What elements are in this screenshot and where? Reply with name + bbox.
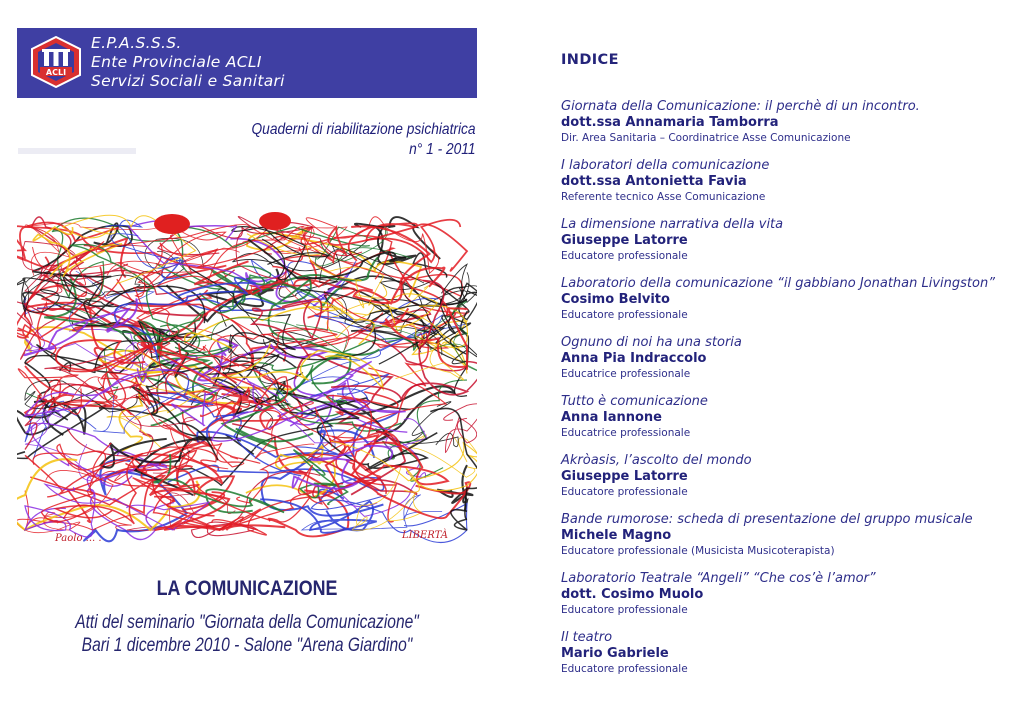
entry-author: Giuseppe Latorre bbox=[561, 233, 688, 248]
banner-line-1: E.P.A.S.S.S. bbox=[91, 34, 182, 52]
toc-entry bbox=[561, 276, 1011, 335]
cover-artwork bbox=[17, 205, 477, 553]
entry-author: Cosimo Belvito bbox=[561, 292, 670, 307]
toc-entries bbox=[561, 99, 1011, 689]
issue-number: n° 1 - 2011 bbox=[409, 141, 476, 158]
entry-author: Mario Gabriele bbox=[561, 646, 669, 661]
entry-role: Educatrice professionale bbox=[561, 427, 691, 439]
toc-entry bbox=[561, 158, 1011, 217]
banner-line-3: Servizi Sociali e Sanitari bbox=[91, 72, 285, 90]
entry-title: La dimensione narrativa della vita bbox=[561, 217, 784, 232]
subtitle-line-2: Bari 1 dicembre 2010 - Salone "Arena Giardino" bbox=[81, 635, 413, 656]
entry-title: Laboratorio Teatrale “Angeli” “Che cos’è l’amor” bbox=[561, 571, 876, 586]
banner-line-2: Ente Provinciale ACLI bbox=[91, 53, 262, 71]
entry-role: Educatore professionale bbox=[561, 486, 688, 498]
decorative-strip bbox=[18, 148, 136, 154]
red-blob bbox=[154, 214, 190, 234]
entry-role: Referente tecnico Asse Comunicazione bbox=[561, 191, 766, 203]
entry-author: Michele Magno bbox=[561, 528, 672, 543]
table-of-contents bbox=[561, 52, 1011, 689]
toc-entry bbox=[561, 394, 1011, 453]
toc-entry bbox=[561, 99, 1011, 158]
entry-title: Il teatro bbox=[561, 630, 613, 645]
series-name: Quaderni di riabilitazione psichiatrica bbox=[251, 121, 476, 138]
toc-entry bbox=[561, 335, 1011, 394]
entry-title: Giornata della Comunicazione: il perchè di un incontro. bbox=[561, 99, 920, 114]
cover-subtitle bbox=[58, 611, 435, 657]
entry-role: Educatore professionale (Musicista Musicoterapista) bbox=[561, 545, 835, 557]
entry-role: Dir. Area Sanitaria – Coordinatrice Asse Comunicazione bbox=[561, 132, 851, 144]
entry-title: Ognuno di noi ha una storia bbox=[561, 335, 742, 350]
subtitle-line-1: Atti del seminario "Giornata della Comunicazione" bbox=[75, 612, 419, 633]
entry-title: I laboratori della comunicazione bbox=[561, 158, 770, 173]
toc-entry bbox=[561, 630, 1011, 689]
entry-role: Educatore professionale bbox=[561, 604, 688, 616]
entry-title: Akròasis, l’ascolto del mondo bbox=[561, 453, 752, 468]
entry-author: dott.ssa Annamaria Tamborra bbox=[561, 115, 779, 130]
entry-role: Educatrice professionale bbox=[561, 368, 691, 380]
acli-logo-icon bbox=[30, 36, 82, 88]
entry-title: Tutto è comunicazione bbox=[561, 394, 708, 409]
index-heading: INDICE bbox=[561, 52, 619, 68]
entry-title: Bande rumorose: scheda di presentazione del gruppo musicale bbox=[561, 512, 973, 527]
red-blob bbox=[259, 212, 291, 230]
cover-title: LA COMUNICAZIONE bbox=[156, 577, 338, 600]
entry-role: Educatore professionale bbox=[561, 663, 688, 675]
header-banner bbox=[17, 28, 477, 98]
artwork-signature: LIBERTÀ bbox=[402, 530, 448, 541]
entry-author: dott. Cosimo Muolo bbox=[561, 587, 704, 602]
entry-author: Giuseppe Latorre bbox=[561, 469, 688, 484]
toc-entry bbox=[561, 512, 1011, 571]
toc-entry bbox=[561, 571, 1011, 630]
entry-author: Anna Pia Indraccolo bbox=[561, 351, 707, 366]
entry-author: Anna Iannone bbox=[561, 410, 662, 425]
entry-author: dott.ssa Antonietta Favia bbox=[561, 174, 747, 189]
entry-role: Educatore professionale bbox=[561, 250, 688, 262]
logo-text: ACLI bbox=[45, 68, 67, 77]
banner-text bbox=[91, 34, 285, 91]
toc-entry bbox=[561, 453, 1011, 512]
artwork-scribble-text: Paolo ... . bbox=[55, 533, 102, 544]
toc-entry bbox=[561, 217, 1011, 276]
entry-title: Laboratorio della comunicazione “il gabbiano Jonathan Livingston” bbox=[561, 276, 995, 291]
series-label bbox=[252, 120, 476, 160]
entry-role: Educatore professionale bbox=[561, 309, 688, 321]
